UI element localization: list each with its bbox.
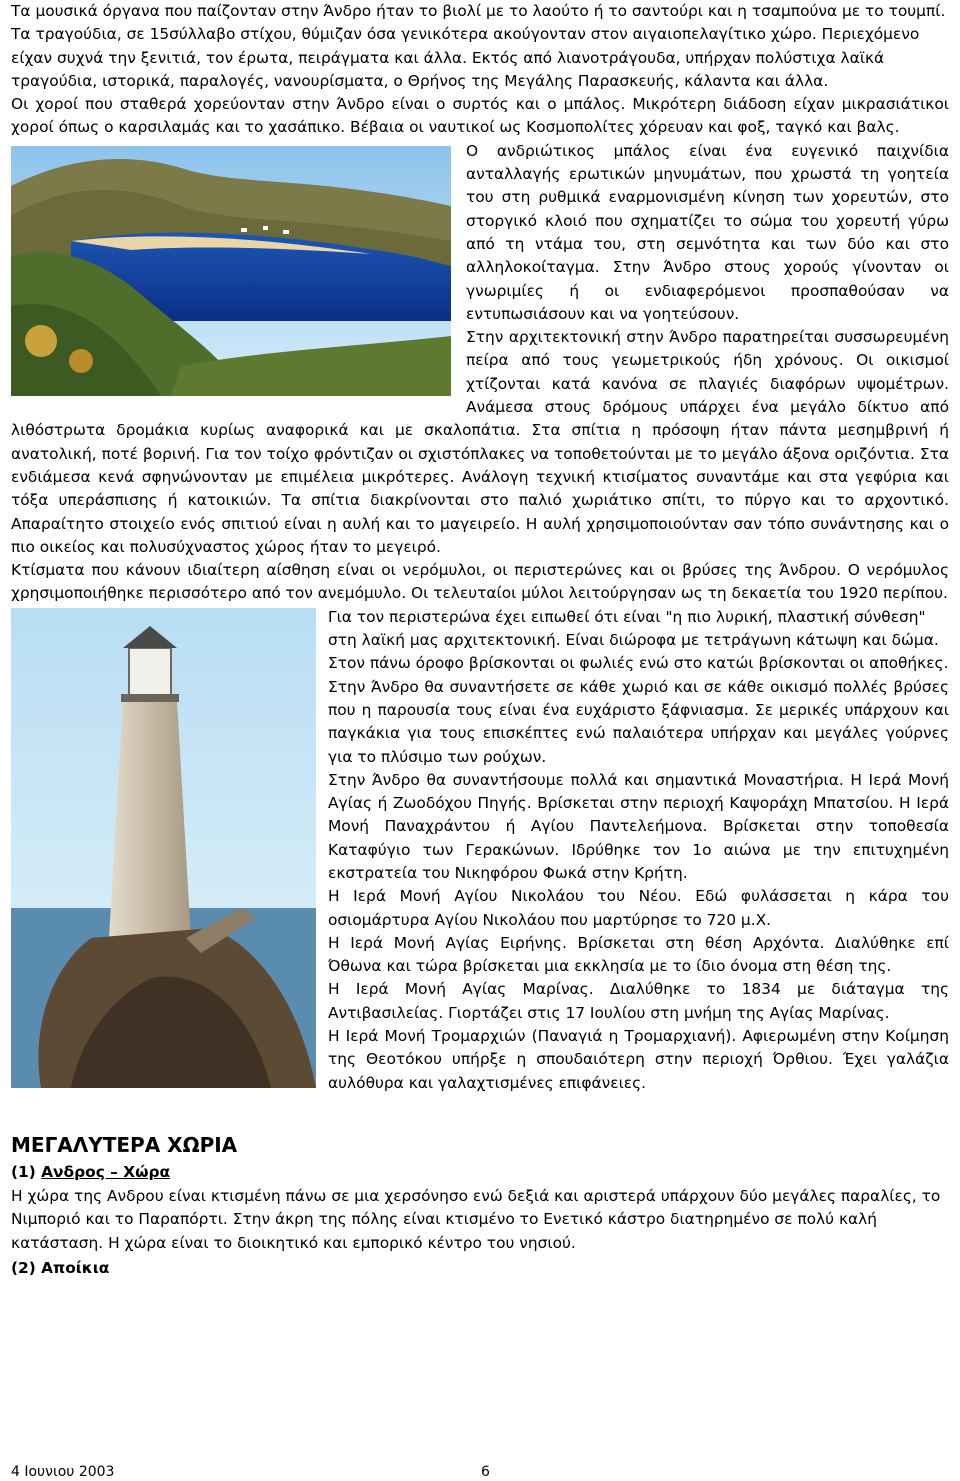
intro-dances-paragraph: Οι χοροί που σταθερά χορεύονταν στην Άνδρο είναι ο συρτός και ο μπάλος. Μικρότερη διάδοση είχαν μικρασιάτικοι χοροί όπως ο καρσιλαμάς και το χασάπικο. Βέβαια οι ναυτικοί ως Κοσμοπολίτες χόρευαν και φοξ, ταγκό και βαλς. <box>11 95 949 137</box>
villages-heading: ΜΕΓΑΛΥΤΕΡΑ ΧΩΡΙΑ <box>11 1132 238 1157</box>
intro-songs-paragraph: Τα τραγούδια, σε 15σύλλαβο στίχου, θύμιζαν όσα γενικότερα ακούγονταν στον αιγαιοπελαγίτικο χώρο. Περιεχόμενο είχαν συχνά την ξενιτιά, τον έρωτα, πειράγματα και άλλα. Εκτός από λιανοτράγουδα, υπήρχαν πολύστιχα λαϊκά τραγούδια, ιστορικά, παραλογές, νανουρίσματα, ο Θρήνος της Μεγάλης Παρασκευής, κάλαντα και άλλα. <box>11 25 920 90</box>
village-1-number: (1) <box>11 1162 36 1181</box>
watermills-paragraph: Κτίσματα που κάνουν ιδιαίτερη αίσθηση είναι οι νερόμυλοι, οι περιστερώνες και οι βρύσες της Άνδρου. Ο νερόμυλος χρησιμοποιήθηκε περισσότερο από τον ανεμόμυλο. Οι τελευταίοι μύλοι λειτούργησαν ως τη δεκαετία του 1920 περίπου. <box>11 561 949 603</box>
village-2-number: (2) <box>11 1258 36 1277</box>
footer-date: 4 Ιουνιου 2003 <box>11 1464 115 1480</box>
fountains-paragraph: Στην Άνδρο θα συναντήσετε σε κάθε χωριό και σε κάθε οικισμό πολλές βρύσες που η παρουσία τους είναι ένα ευχάριστο ξάφνιασμα. Σε μερικές υπάρχουν και παγκάκια για τους επισκέπτες ενώ παλαιότερα υπήρχαν και μεγάλες γούρνες για το πλύσιμο των ρούχων. <box>328 677 949 766</box>
intro-instruments-paragraph: Τα μουσικά όργανα που παίζονταν στην Άνδρο ήταν το βιολί με το λαούτο ή το σαντούρι και η τσαμπούνα με το τουμπί. <box>11 2 946 20</box>
architecture-paragraph: Στην αρχιτεκτονική στην Άνδρο παρατηρείται συσσωρευμένη πείρα από τους γεωμετρικούς ήδη χρόνους. Οι οικισμοί χτίζονται κατά κανόνα σε πλαγιές διαφόρων υψομέτρων. Ανάμεσα στους δρόμους υπάρχει ένα μεγάλο δίκτυο από λιθόστρωτα δρομάκια κυρίως αναφορικά και με σκαλοπάτια. Στα σπίτια η πρόσοψη ήταν πάντα μεσημβρινή ή ανατολική, ποτέ βορινή. Για τον τοίχο φρόντιζαν οι σχιστόπλακες να τοποθετούνται με το μεγάλο άξονα οριζόντια. Στα ενδιάμεσα κενά σφηνώνονταν με επιμέλεια μικρότερες. Ανάλογη τεχνική κτισίματος συναντάμε και στα γεφύρια και τόξα υπεράσπισης ή κατοικιών. Τα σπίτια διακρίνονται στο παλιό χωριάτικο σπίτι, το πύργο και το αρχοντικό. Απαραίτητο στοιχείο ενός σπιτιού είναι η αυλή και το μαγειρείο. Η αυλή χρησιμοποιούνταν σαν τόπο συνάντησης και ο πιο οικείος και πολυσύχναστος χώρος ήταν το μεγειρό. <box>11 328 949 556</box>
footer-page-number: 6 <box>481 1464 490 1480</box>
section-spacer <box>11 1095 949 1131</box>
village-2-title: Αποίκια <box>41 1258 110 1277</box>
bay-landscape-photo <box>11 146 451 396</box>
monastery-agia-eirini-paragraph: Η Ιερά Μονή Αγίας Ειρήνης. Βρίσκεται στη θέση Αρχόντα. Διαλύθηκε επί Όθωνα και τώρα βρίσκεται μια εκκλησία με το ίδιο όνομα στη θέση της. <box>328 933 949 976</box>
village-1-title: Ανδρος – Χώρα <box>41 1162 171 1181</box>
monastery-tromarchion-paragraph: Η Ιερά Μονή Τρομαρχιών (Παναγιά η Τρομαρχιανή). Αφιερωμένη στην Κοίμηση της Θεοτόκου υπήρξε η σπουδαιότερη στην περιοχή Όρθιου. Έχει γαλάζια αυλόθυρα και γαλαχτισμένες επιφάνειες. <box>328 1027 949 1092</box>
monastery-agia-marina-paragraph: Η Ιερά Μονή Αγίας Μαρίνας. Διαλύθηκε το 1834 με διάταγμα της Αντιβασιλείας. Γιορτάζει στις 17 Ιουλίου στη μνήμη της Αγίας Μαρίνας. <box>328 980 949 1022</box>
village-1-heading <box>11 1159 949 1185</box>
dovecote-paragraph: Για τον περιστερώνα έχει ειπωθεί ότι είναι "η πιο λυρική, πλαστική σύνθεση" στη λαϊκή μας αρχιτεκτονική. Είναι διώροφα με τετράγωνη κάτωψη και δώμα. Στον πάνω όροφο βρίσκονται οι φωλιές ενώ στο κατώι βρίσκονται οι αποθήκες. <box>328 607 949 673</box>
lighthouse-photo <box>11 608 316 1088</box>
monasteries-paragraph: Στην Άνδρο θα συναντήσουμε πολλά και σημαντικά Μοναστήρια. Η Ιερά Μονή Αγίας ή Ζωοδόχου Πηγής. Βρίσκεται στην περιοχή Καψοράχη Μπατσίου. Η Ιερά Μονή Παναχράντου ή Αγίου Παντελεήμονα. Βρίσκεται στην τοποθεσία Καταφύγιο των Γερακώνων. Ιδρύθηκε τον 1ο αιώνα με την επιτυχημένη εκστρατεία του Νικηφόρου Φωκά στην Κρήτη. <box>328 770 949 882</box>
monastery-agios-nikolaos-paragraph: Η Ιερά Μονή Αγίου Νικολάου του Νέου. Εδώ φυλάσσεται η κάρα του οσιομάρτυρα Αγίου Νικολάου που μαρτύρησε το 720 μ.Χ. <box>328 887 949 929</box>
document-page <box>11 0 949 1281</box>
village-1-paragraph: Η χώρα της Ανδρου είναι κτισμένη πάνω σε μια χερσόνησο ενώ δεξιά και αριστερά υπάρχουν δύο μεγάλες παραλίες, το Νιμποριό και το Παραπόρτι. Στην άκρη της πόλης είναι κτισμένο το Ενετικό κάστρο διατηρημένο σε πολύ καλή κατάσταση. Η χώρα είναι το διοικητικό και εμπορικό κέντρο του νησιού. <box>11 1186 941 1252</box>
ballos-dance-paragraph: Ο ανδριώτικος μπάλος είναι ένα ευγενικό παιχνίδια ανταλλαγής ερωτικών μηνυμάτων, που χρωστά τη γοητεία του στη ρυθμικά εναρμονισμένη κίνηση των χορευτών, στο στοργικό κλοιό που σχηματίζει το σώμα του χορευτή γύρω από τη ντάμα του, στη σεμνότητα και των δύο και στο αλληλοκοίταγμα. Στην Άνδρο στους χορούς γίνονταν οι γνωριμίες ή οι ενδιαφερόμενοι προσπαθούσαν να εντυπωσιάσουν και να γοητεύσουν. <box>466 141 949 323</box>
village-2-heading <box>11 1255 949 1281</box>
